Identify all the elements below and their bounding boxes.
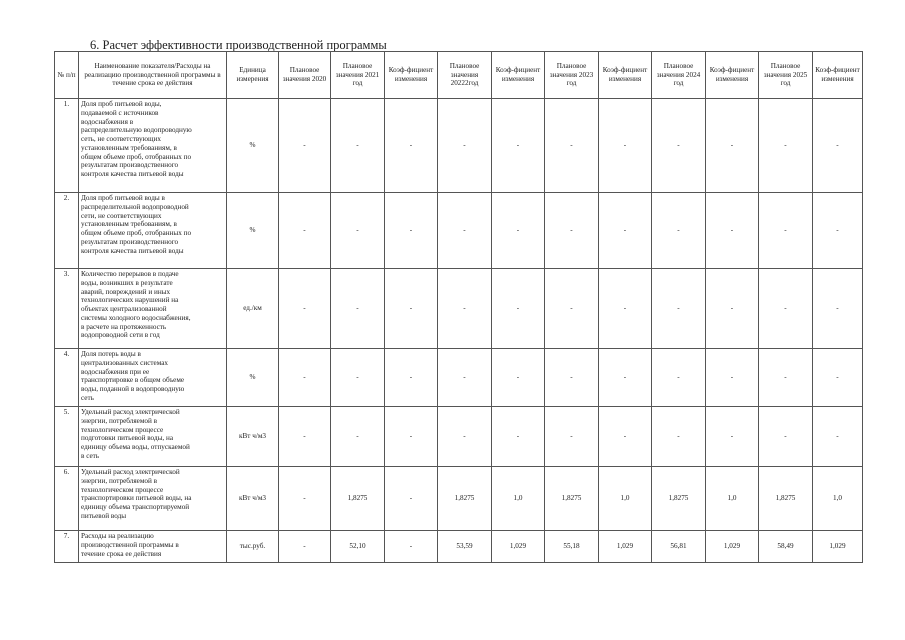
value-cell: -: [759, 269, 813, 349]
value-cell: -: [813, 193, 863, 269]
value-cell: -: [813, 99, 863, 193]
value-cell: -: [706, 269, 759, 349]
value-cell: -: [385, 407, 438, 467]
value-cell: -: [438, 407, 492, 467]
indicator-name: Доля потерь воды в централизованных системах водоснабжения при ее транспортировке в общем объеме воды, поданной в водопроводную сеть: [81, 350, 185, 402]
header-cell: Коэф-фициент изменения: [813, 52, 863, 99]
header-cell: Плановое значения 20222год: [438, 52, 492, 99]
header-cell: Коэф-фициент изменения: [706, 52, 759, 99]
value-cell: 1,029: [492, 531, 545, 563]
value-cell: -: [652, 349, 706, 407]
value-cell: -: [652, 99, 706, 193]
indicator-name: Удельный расход электрической энергии, потребляемой в технологическом процессе подготовки питьевой воды, на единицу объема воды, отпускаемой в сеть: [81, 408, 190, 460]
value-cell: -: [279, 193, 331, 269]
header-cell: Плановое значения 2025 год: [759, 52, 813, 99]
indicator-name: Количество перерывов в подаче воды, возникших в результате аварий, повреждений и иных технологических нарушений на объектах централизованной системы холодного водоснабжения, в расчете на протяженность водопроводной сети в год: [81, 270, 191, 340]
value-cell: -: [706, 349, 759, 407]
indicator-name-cell: [79, 99, 227, 193]
value-cell: -: [331, 193, 385, 269]
header-cell: Плановое значения 2023 год: [545, 52, 599, 99]
value-cell: -: [279, 349, 331, 407]
indicator-name-cell: [79, 349, 227, 407]
unit-cell: кВт ч/м3: [227, 407, 279, 467]
value-cell: 52,10: [331, 531, 385, 563]
table-row: [55, 193, 863, 269]
value-cell: 1,8275: [759, 467, 813, 531]
value-cell: -: [813, 269, 863, 349]
efficiency-table: [54, 51, 863, 563]
indicator-name-cell: [79, 407, 227, 467]
row-number: 4.: [55, 349, 79, 407]
unit-cell: %: [227, 349, 279, 407]
table-row: [55, 99, 863, 193]
value-cell: -: [545, 349, 599, 407]
table-row: [55, 349, 863, 407]
value-cell: -: [599, 193, 652, 269]
value-cell: -: [331, 407, 385, 467]
header-cell: Коэф-фициент изменения: [599, 52, 652, 99]
header-cell: Плановое значения 2021 год: [331, 52, 385, 99]
value-cell: 1,0: [813, 467, 863, 531]
value-cell: -: [279, 99, 331, 193]
value-cell: 1,0: [492, 467, 545, 531]
unit-cell: %: [227, 193, 279, 269]
value-cell: -: [545, 193, 599, 269]
indicator-name-cell: [79, 531, 227, 563]
header-cell: Плановое значения 2024 год: [652, 52, 706, 99]
table-header-row: [55, 52, 863, 99]
value-cell: -: [599, 407, 652, 467]
indicator-name-cell: [79, 269, 227, 349]
header-cell: Коэф-фициент изменения: [492, 52, 545, 99]
value-cell: -: [492, 99, 545, 193]
value-cell: -: [279, 407, 331, 467]
value-cell: 1,8275: [652, 467, 706, 531]
header-cell: Единица измерения: [227, 52, 279, 99]
row-number: 6.: [55, 467, 79, 531]
value-cell: -: [599, 349, 652, 407]
value-cell: -: [438, 269, 492, 349]
unit-cell: тыс.руб.: [227, 531, 279, 563]
value-cell: 1,029: [599, 531, 652, 563]
value-cell: -: [279, 269, 331, 349]
row-number: 1.: [55, 99, 79, 193]
header-cell: Коэф-фициент изменения: [385, 52, 438, 99]
value-cell: -: [813, 407, 863, 467]
row-number: 2.: [55, 193, 79, 269]
value-cell: -: [706, 99, 759, 193]
document-title: 6. Расчет эффективности производственной программы: [90, 38, 387, 52]
value-cell: -: [385, 269, 438, 349]
value-cell: -: [279, 531, 331, 563]
value-cell: -: [706, 193, 759, 269]
row-number: 5.: [55, 407, 79, 467]
value-cell: -: [652, 193, 706, 269]
indicator-name: Удельный расход электрической энергии, потребляемой в технологическом процессе транспортировки питьевой воды, на единицу объема транспортируемой питьевой воды: [81, 468, 192, 520]
value-cell: 1,8275: [331, 467, 385, 531]
header-cell: Наименование показателя/Расходы на реализацию производственной программы в течение срока ее действия: [79, 52, 227, 99]
value-cell: 1,8275: [438, 467, 492, 531]
row-number: 7.: [55, 531, 79, 563]
value-cell: -: [492, 193, 545, 269]
value-cell: -: [385, 99, 438, 193]
value-cell: -: [385, 467, 438, 531]
value-cell: -: [652, 407, 706, 467]
value-cell: 1,0: [599, 467, 652, 531]
value-cell: -: [652, 269, 706, 349]
value-cell: -: [759, 407, 813, 467]
value-cell: -: [599, 99, 652, 193]
indicator-name-cell: [79, 467, 227, 531]
value-cell: -: [331, 269, 385, 349]
value-cell: 53,59: [438, 531, 492, 563]
value-cell: -: [492, 269, 545, 349]
value-cell: -: [599, 269, 652, 349]
table-row: [55, 269, 863, 349]
value-cell: -: [492, 407, 545, 467]
value-cell: -: [331, 99, 385, 193]
value-cell: 1,029: [813, 531, 863, 563]
value-cell: -: [385, 349, 438, 407]
unit-cell: ед./км: [227, 269, 279, 349]
indicator-name: Доля проб питьевой воды в распределительной водопроводной сети, не соответствующих установленным требованиям, в общем объеме проб, отобранных по результатам производственного контроля качества питьевой воды: [81, 194, 192, 255]
indicator-name: Доля проб питьевой воды, подаваемой с источников водоснабжения в распределительную водопроводную сеть, не соответствующих установленным требованиям, в общем объеме проб, отобранных по результатам производственного контроля качества питьевой воды: [81, 100, 192, 179]
header-cell: Плановое значения 2020: [279, 52, 331, 99]
value-cell: -: [545, 99, 599, 193]
value-cell: -: [545, 269, 599, 349]
header-cell: № п/п: [55, 52, 79, 99]
value-cell: -: [279, 467, 331, 531]
value-cell: 1,8275: [545, 467, 599, 531]
table-row: [55, 531, 863, 563]
indicator-name: Расходы на реализацию производственной программы в течение срока ее действия: [81, 532, 179, 558]
row-number: 3.: [55, 269, 79, 349]
value-cell: -: [438, 99, 492, 193]
value-cell: -: [813, 349, 863, 407]
value-cell: -: [759, 349, 813, 407]
value-cell: -: [331, 349, 385, 407]
value-cell: 58,49: [759, 531, 813, 563]
value-cell: 55,18: [545, 531, 599, 563]
value-cell: -: [385, 531, 438, 563]
value-cell: 1,029: [706, 531, 759, 563]
value-cell: 56,81: [652, 531, 706, 563]
value-cell: -: [438, 193, 492, 269]
table-row: [55, 407, 863, 467]
unit-cell: %: [227, 99, 279, 193]
indicator-name-cell: [79, 193, 227, 269]
value-cell: 1,0: [706, 467, 759, 531]
value-cell: -: [759, 99, 813, 193]
value-cell: -: [706, 407, 759, 467]
value-cell: -: [759, 193, 813, 269]
value-cell: -: [545, 407, 599, 467]
table-row: [55, 467, 863, 531]
value-cell: -: [438, 349, 492, 407]
value-cell: -: [385, 193, 438, 269]
unit-cell: кВт ч/м3: [227, 467, 279, 531]
value-cell: -: [492, 349, 545, 407]
